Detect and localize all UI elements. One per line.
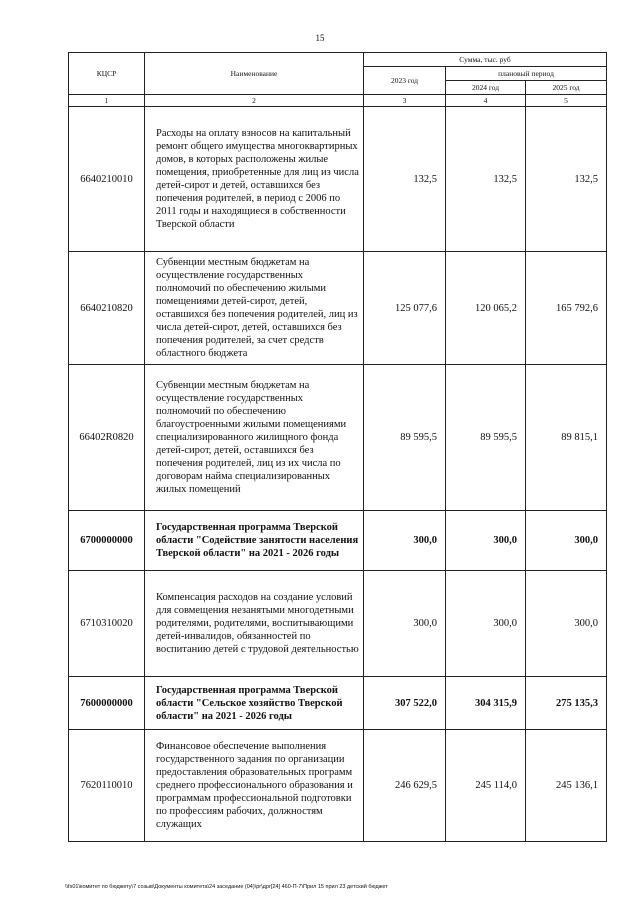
row-name: Субвенции местным бюджетам на осуществление государственных полномочий по обеспечению благоустроенными жилыми помещениями специализированного жилищного фонда детей-сирот, детей, оставшихся без попечения родителей, лиц из их числа по договорам найма специализированных жилых помещений <box>145 365 364 511</box>
row-value-2025: 300,0 <box>526 571 607 677</box>
footer-file-path: \\fs01\комитет по бюджету\7 созыв\Документы комитета\24 заседание (04)\pr\дрг[24] 460-П-7\Прил 15 прил 23 детский бюджет <box>65 884 388 890</box>
row-value-2024: 245 114,0 <box>446 730 526 842</box>
row-code: 7620110010 <box>69 730 145 842</box>
row-name: Государственная программа Тверской области "Содействие занятости населения Тверской области" на 2021 - 2026 годы <box>145 511 364 571</box>
row-value-2025: 132,5 <box>526 107 607 252</box>
row-code: 6700000000 <box>69 511 145 571</box>
row-value-2024: 304 315,9 <box>446 677 526 730</box>
row-value-2023: 307 522,0 <box>364 677 446 730</box>
row-name: Расходы на оплату взносов на капитальный ремонт общего имущества многоквартирных домов, в которых расположены жилые помещения, приобретенные для лиц из числа детей-сирот и детей, оставшихся без попечения родителей, в период с 2006 по 2011 годы и находящиеся в собственности Тверской области <box>145 107 364 252</box>
row-value-2024: 132,5 <box>446 107 526 252</box>
row-value-2023: 246 629,5 <box>364 730 446 842</box>
row-value-2023: 300,0 <box>364 571 446 677</box>
table-row <box>69 571 607 677</box>
header-year-2023: 2023 год <box>364 67 446 95</box>
row-code: 66402R0820 <box>69 365 145 511</box>
row-value-2025: 245 136,1 <box>526 730 607 842</box>
header-sum: Сумма, тыс. руб <box>364 53 607 67</box>
row-value-2023: 125 077,6 <box>364 252 446 365</box>
table-row <box>69 365 607 511</box>
header-plan-period: плановый период <box>446 67 607 81</box>
column-number-row <box>69 95 607 107</box>
budget-table <box>68 52 607 842</box>
row-value-2023: 300,0 <box>364 511 446 571</box>
row-value-2025: 300,0 <box>526 511 607 571</box>
table-header <box>69 53 607 95</box>
header-year-2024: 2024 год <box>446 81 526 95</box>
row-name: Государственная программа Тверской области "Сельское хозяйство Тверской области" на 2021 - 2026 годы <box>145 677 364 730</box>
table-row <box>69 730 607 842</box>
table-body <box>69 95 607 842</box>
row-code: 6640210010 <box>69 107 145 252</box>
column-number: 1 <box>69 95 145 107</box>
row-name: Компенсация расходов на создание условий для совмещения незанятыми многодетными родителями, родителями, воспитывающими детей-инвалидов, обязанностей по воспитанию детей с трудовой деятельностью <box>145 571 364 677</box>
row-code: 6640210820 <box>69 252 145 365</box>
table-row <box>69 107 607 252</box>
row-code: 7600000000 <box>69 677 145 730</box>
row-value-2024: 300,0 <box>446 571 526 677</box>
column-number: 5 <box>526 95 607 107</box>
column-number: 3 <box>364 95 446 107</box>
table-row <box>69 511 607 571</box>
row-value-2024: 89 595,5 <box>446 365 526 511</box>
column-number: 4 <box>446 95 526 107</box>
row-value-2025: 165 792,6 <box>526 252 607 365</box>
page-number: 15 <box>315 33 325 43</box>
row-code: 6710310020 <box>69 571 145 677</box>
row-name: Субвенции местным бюджетам на осуществление государственных полномочий по обеспечению жилыми помещениями детей-сирот, детей, оставшихся без попечения родителей, лиц из числа детей-сирот, детей, оставшихся без попечения родителей, за счет средств областного бюджета <box>145 252 364 365</box>
row-value-2024: 120 065,2 <box>446 252 526 365</box>
row-value-2025: 275 135,3 <box>526 677 607 730</box>
table-row <box>69 677 607 730</box>
header-year-2025: 2025 год <box>526 81 607 95</box>
column-number: 2 <box>145 95 364 107</box>
row-value-2023: 132,5 <box>364 107 446 252</box>
row-name: Финансовое обеспечение выполнения государственного задания по организации предоставления образовательных программ среднего профессионального образования и программам профессиональной подготовки по профессиям рабочих, должностям служащих <box>145 730 364 842</box>
header-code: КЦСР <box>69 53 145 95</box>
row-value-2023: 89 595,5 <box>364 365 446 511</box>
row-value-2024: 300,0 <box>446 511 526 571</box>
table-row <box>69 252 607 365</box>
row-value-2025: 89 815,1 <box>526 365 607 511</box>
header-name: Наименование <box>145 53 364 95</box>
